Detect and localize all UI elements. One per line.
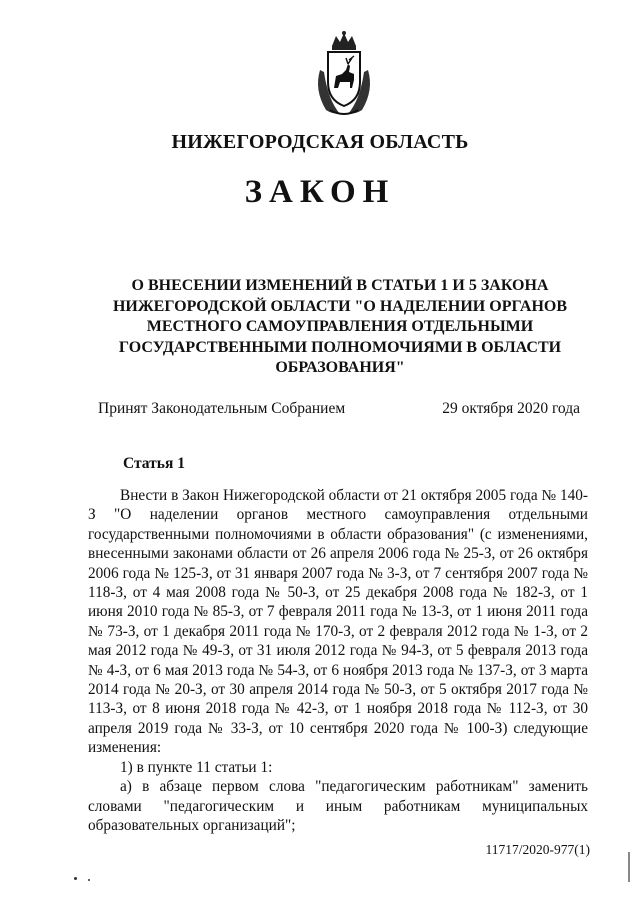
scan-speck (88, 879, 90, 881)
law-title-line: ГОСУДАРСТВЕННЫМИ ПОЛНОМОЧИЯМИ В ОБЛАСТИ (118, 338, 562, 356)
adopted-by: Принят Законодательным Собранием (98, 400, 346, 417)
article-heading: Статья 1 (123, 455, 185, 472)
article-subitem: а) в абзаце первом слова "педагогическим работникам" заменить словами "педагогическим и иным работникам муниципальных образовательных организаций"; (88, 778, 588, 834)
document-type: ЗАКОН (244, 174, 396, 210)
coat-of-arms-icon (310, 30, 378, 116)
article-paragraph: Внести в Закон Нижегородской области от 21 октября 2005 года № 140-З "О наделении органов местного самоуправления отдельными государственными полномочиями в области образования" (с изменениями, внесенными законами области от 26 апреля 2006 года № 25-З, от 26 октября 2006 года № 125-З, от 31 января 2007 года № 3-З, от 7 сентября 2007 года № 118-З, от 4 мая 2008 года № 50-З, от 25 декабря 2008 года № 182-З, от 1 июня 2010 года № 85-З, от 7 февраля 2011 года № 13-З, от 1 июня 2011 года № 73-З, от 1 декабря 2011 года № 170-З, от 2 февраля 2012 года № 1-З, от 2 мая 2012 года № 49-З, от 31 июля 2012 года № 94-З, от 5 февраля 2013 года № 4-З, от 6 мая 2013 года № 54-З, от 6 ноября 2013 года № 137-З, от 3 марта 2014 года № 20-З, от 30 апреля 2014 года № 50-З, от 5 октября 2017 года № 113-З, от 8 июня 2018 года № 42-З, от 1 ноября 2018 года № 112-З, от 30 апреля 2019 года № 33-З, от 10 сентября 2020 года № 100-З) следующие изменения: (88, 487, 588, 757)
adoption-date: 29 октября 2020 года (442, 400, 580, 417)
scan-speck (628, 852, 630, 882)
law-title-line: МЕСТНОГО САМОУПРАВЛЕНИЯ ОТДЕЛЬНЫМИ (146, 318, 534, 335)
document-number: 11717/2020-977(1) (485, 842, 590, 857)
law-title-line: О ВНЕСЕНИИ ИЗМЕНЕНИЙ В СТАТЬИ 1 И 5 ЗАКОНА (131, 277, 549, 294)
law-title (110, 276, 570, 379)
region-name: НИЖЕГОРОДСКАЯ ОБЛАСТЬ (171, 131, 469, 153)
law-title-line: ОБРАЗОВАНИЯ" (275, 359, 405, 376)
article-item: 1) в пункте 11 статьи 1: (120, 758, 273, 776)
article-body (88, 486, 588, 835)
law-title-line: НИЖЕГОРОДСКОЙ ОБЛАСТИ "О НАДЕЛЕНИИ ОРГАНОВ (112, 297, 568, 315)
scan-speck (74, 877, 77, 880)
